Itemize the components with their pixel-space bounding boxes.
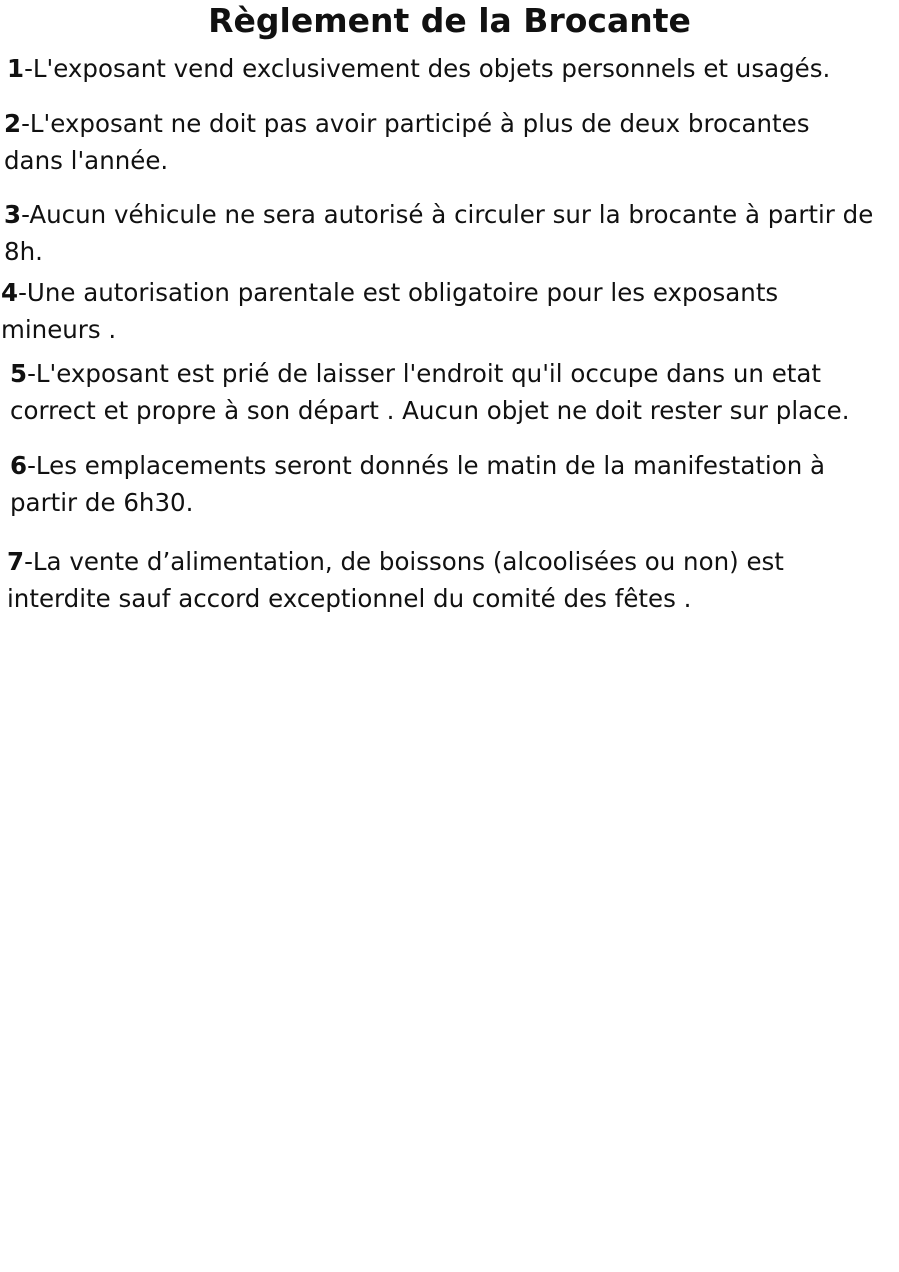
rule-text-continuation: partir de 6h30. (10, 488, 194, 517)
rule-line (10, 447, 825, 484)
rule-item (7, 50, 830, 87)
document-title: Règlement de la Brocante (208, 1, 691, 40)
rule-text-continuation: 8h. (4, 237, 43, 266)
rule-text-continuation: interdite sauf accord exceptionnel du comité des fêtes . (7, 584, 692, 613)
rule-text: -La vente d’alimentation, de boissons (alcoolisées ou non) est (24, 547, 784, 576)
rule-line (1, 274, 778, 311)
rule-line (4, 196, 873, 233)
rule-text: -Les emplacements seront donnés le matin de la manifestation à (27, 451, 826, 480)
rule-line (4, 105, 809, 142)
rule-number: 5 (10, 359, 28, 388)
rule-line (7, 543, 784, 580)
rule-item (4, 196, 873, 270)
rule-line (7, 50, 830, 87)
rule-text: -L'exposant est prié de laisser l'endroit qu'il occupe dans un etat (27, 359, 821, 388)
rule-text: -L'exposant ne doit pas avoir participé à plus de deux brocantes (21, 109, 810, 138)
rule-item (1, 274, 778, 348)
rule-number: 6 (10, 451, 28, 480)
rule-number: 4 (1, 278, 19, 307)
rule-number: 7 (7, 547, 25, 576)
rule-text-continuation: correct et propre à son départ . Aucun objet ne doit rester sur place. (10, 396, 850, 425)
rule-text: -Aucun véhicule ne sera autorisé à circuler sur la brocante à partir de (21, 200, 874, 229)
rule-number: 2 (4, 109, 22, 138)
rule-text: -L'exposant vend exclusivement des objets personnels et usagés. (24, 54, 831, 83)
rule-item (4, 105, 809, 179)
rule-number: 3 (4, 200, 22, 229)
rule-item (7, 543, 784, 617)
rule-text-continuation: mineurs . (1, 315, 117, 344)
rule-item (10, 355, 849, 429)
rule-text: -Une autorisation parentale est obligatoire pour les exposants (18, 278, 779, 307)
rule-line (10, 355, 849, 392)
rule-item (10, 447, 825, 521)
rule-text-continuation: dans l'année. (4, 146, 169, 175)
rule-number: 1 (7, 54, 25, 83)
